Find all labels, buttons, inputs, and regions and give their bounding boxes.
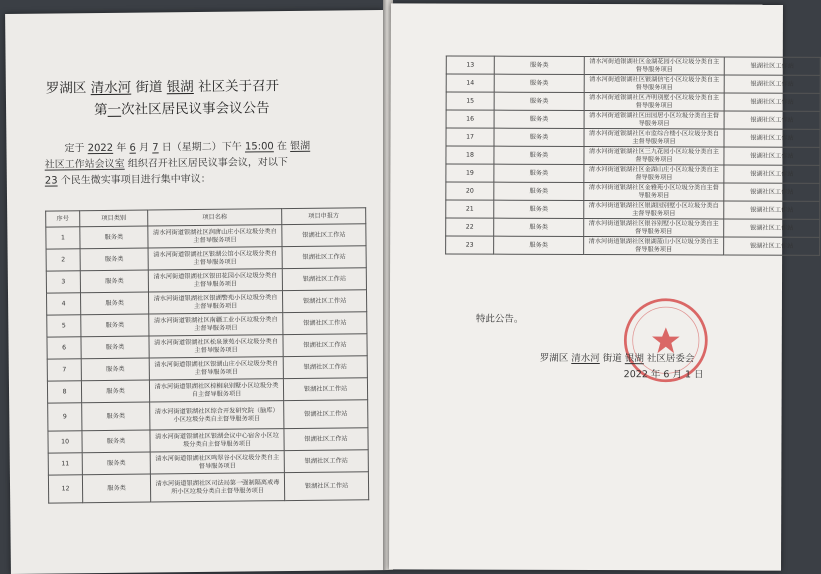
row-applicant: 银湖社区工作站 [724,183,820,201]
header-category: 项目类别 [80,210,148,227]
row-project-name: 清水河街道银湖社区南疆工业小区垃圾分类自主督导服务项目 [149,313,283,336]
row-applicant: 银湖社区工作站 [284,450,368,473]
title-line-1: 罗湖区 清水河 街道 银湖 社区关于召开 [45,78,280,97]
row-number: 11 [48,453,82,475]
projects-table-page1 [45,207,369,503]
title-line-2: 第一次社区居民议事会议公告 [94,100,270,119]
row-number: 22 [446,218,494,236]
row-number: 18 [446,146,494,164]
row-project-name: 清水河街道银湖社区银湖会议中心宿舍小区垃圾分类自主督导服务项目 [150,429,284,452]
row-applicant: 银湖社区工作站 [284,400,368,429]
row-number: 9 [48,403,82,431]
table-row [446,200,820,219]
row-applicant: 银湖社区工作站 [724,219,820,237]
row-number: 3 [46,271,80,293]
row-number: 8 [47,381,81,403]
row-project-name: 清水河街道银湖社区银湖公馆小区垃圾分类自主督导服务项目 [148,247,282,270]
row-applicant: 银湖社区工作站 [282,224,366,247]
row-project-name: 清水河街道银湖社区司法局第一强制隔离戒毒所小区垃圾分类自主督导服务项目 [150,473,284,502]
row-applicant: 银湖社区工作站 [724,57,820,75]
table-row [446,110,820,129]
row-category: 服务类 [80,248,148,271]
row-number: 1 [46,227,80,249]
row-category: 服务类 [81,314,149,337]
header-name: 项目名称 [148,209,282,226]
row-category: 服务类 [80,226,148,249]
row-project-name: 清水河街道银湖社区银湖警苑小区垃圾分类自主督导服务项目 [148,291,282,314]
row-category: 服务类 [81,336,149,359]
row-category: 服务类 [494,92,584,110]
row-applicant: 银湖社区工作站 [284,472,368,501]
row-category: 服务类 [80,270,148,293]
row-project-name: 清水河街道银湖社区齐明别墅小区垃圾分类自主督导服务项目 [584,92,724,110]
row-category: 服务类 [82,402,150,431]
row-category: 服务类 [494,74,584,92]
row-category: 服务类 [82,430,150,453]
row-number: 19 [446,164,494,182]
row-number: 20 [446,182,494,200]
row-applicant: 银湖社区工作站 [283,378,367,401]
table-row [48,400,368,431]
row-number: 6 [47,337,81,359]
header-applicant: 项目申报方 [282,208,366,225]
row-project-name: 清水河街道银湖社区三九花园小区垃圾分类自主督导服务项目 [584,146,724,164]
row-number: 14 [446,74,494,92]
table-row [446,92,820,111]
row-applicant: 银湖社区工作站 [724,147,820,165]
row-category: 服务类 [81,380,149,403]
row-project-name: 清水河街道银湖社区鸣翠谷小区垃圾分类自主督导服务项目 [150,451,284,474]
row-project-name: 清水河街道银湖社区银湖信宅小区垃圾分类自主督导服务项目 [584,74,724,92]
right-page [389,3,794,570]
row-applicant: 银湖社区工作站 [724,129,820,147]
row-number: 21 [446,200,494,218]
notice-title [46,74,376,121]
row-number: 4 [47,293,81,315]
table-row [446,128,820,147]
row-category: 服务类 [494,218,584,236]
row-project-name: 清水河街道银湖社区银田花园小区垃圾分类自主督导服务项目 [148,269,282,292]
row-applicant: 银湖社区工作站 [282,290,366,313]
row-applicant: 银湖社区工作站 [724,93,820,111]
table-row [446,56,820,75]
signing-date: 2022 年 6 月 1 日 [623,369,704,381]
row-applicant: 银湖社区工作站 [724,237,820,255]
table-row [446,236,820,255]
row-category: 服务类 [494,236,584,254]
left-page [5,10,389,574]
row-applicant: 银湖社区工作站 [283,356,367,379]
intro-paragraph: 定于 2022 年 6 月 7 日（星期二）下午 15:00 在 银湖 社区工作站会议室 组织召开社区居民议事会议，对以下 23 个民生微实事项目进行集中审议： [44,140,311,187]
row-number: 23 [446,236,494,254]
row-project-name: 清水河街道银湖社区金雅苑小区垃圾分类自主督导服务项目 [584,182,724,200]
row-number: 5 [47,315,81,337]
row-project-name: 清水河街道银湖社区银湖山庄小区垃圾分类自主督导服务项目 [149,357,283,380]
row-applicant: 银湖社区工作站 [284,428,368,451]
row-project-name: 清水河街道银湖社区棕榈泉别墅小区垃圾分类自主督导服务项目 [149,379,283,402]
signing-organization: 罗湖区 清水河 街道 银湖 社区居委会 [539,352,695,365]
row-project-name: 清水河街道银湖社区松泉景苑小区垃圾分类自主督导服务项目 [149,335,283,358]
row-project-name: 清水河街道银湖社区金湖山庄小区垃圾分类自主督导服务项目 [584,164,724,182]
row-number: 17 [446,128,494,146]
table-row [446,74,820,93]
row-category: 服务类 [82,452,150,475]
table-row [446,182,820,201]
row-project-name: 清水河街道银湖社区田园居小区垃圾分类自主督导服务项目 [584,110,724,128]
row-category: 服务类 [494,146,584,164]
row-category: 服务类 [494,128,584,146]
row-number: 2 [46,249,80,271]
row-number: 16 [446,110,494,128]
row-project-name: 清水河街道银湖社区市监综合楼小区垃圾分类自主督导服务项目 [584,128,724,146]
row-applicant: 银湖社区工作站 [283,334,367,357]
row-project-name: 清水河街道银湖社区银湖蓝山小区垃圾分类自主督导服务项目 [584,236,724,254]
table-row [446,146,820,165]
row-project-name: 清水河街道银湖社区综合开发研究院（脑库）小区垃圾分类自主督导服务项目 [150,401,284,430]
row-project-name: 清水河街道银湖社区润唐山庄小区垃圾分类自主督导服务项目 [148,225,282,248]
row-number: 7 [47,359,81,381]
row-applicant: 银湖社区工作站 [724,111,820,129]
row-project-name: 清水河街道银湖社区金湖花园小区垃圾分类自主督导服务项目 [584,56,724,74]
row-applicant: 银湖社区工作站 [283,312,367,335]
row-applicant: 银湖社区工作站 [282,246,366,269]
table-row [48,472,368,503]
row-category: 服务类 [81,292,149,315]
row-applicant: 银湖社区工作站 [282,268,366,291]
table-row [446,218,820,237]
row-project-name: 清水河街道银湖社区银湖园别墅小区垃圾分类自主督导服务项目 [584,200,724,218]
row-number: 13 [446,56,494,74]
row-category: 服务类 [81,358,149,381]
row-category: 服务类 [82,474,150,503]
row-category: 服务类 [494,110,584,128]
row-category: 服务类 [494,56,584,74]
row-number: 10 [48,431,82,453]
header-no: 序号 [46,211,80,227]
row-applicant: 银湖社区工作站 [724,75,820,93]
row-category: 服务类 [494,200,584,218]
row-number: 15 [446,92,494,110]
table-row [446,164,820,183]
closing-text: 特此公告。 [475,313,524,325]
row-project-name: 清水河街道银湖社区银谷别墅小区垃圾分类自主督导服务项目 [584,218,724,236]
row-applicant: 银湖社区工作站 [724,165,820,183]
row-category: 服务类 [494,164,584,182]
row-number: 12 [48,475,82,503]
projects-table-page2 [445,56,821,256]
row-category: 服务类 [494,182,584,200]
row-applicant: 银湖社区工作站 [724,201,820,219]
